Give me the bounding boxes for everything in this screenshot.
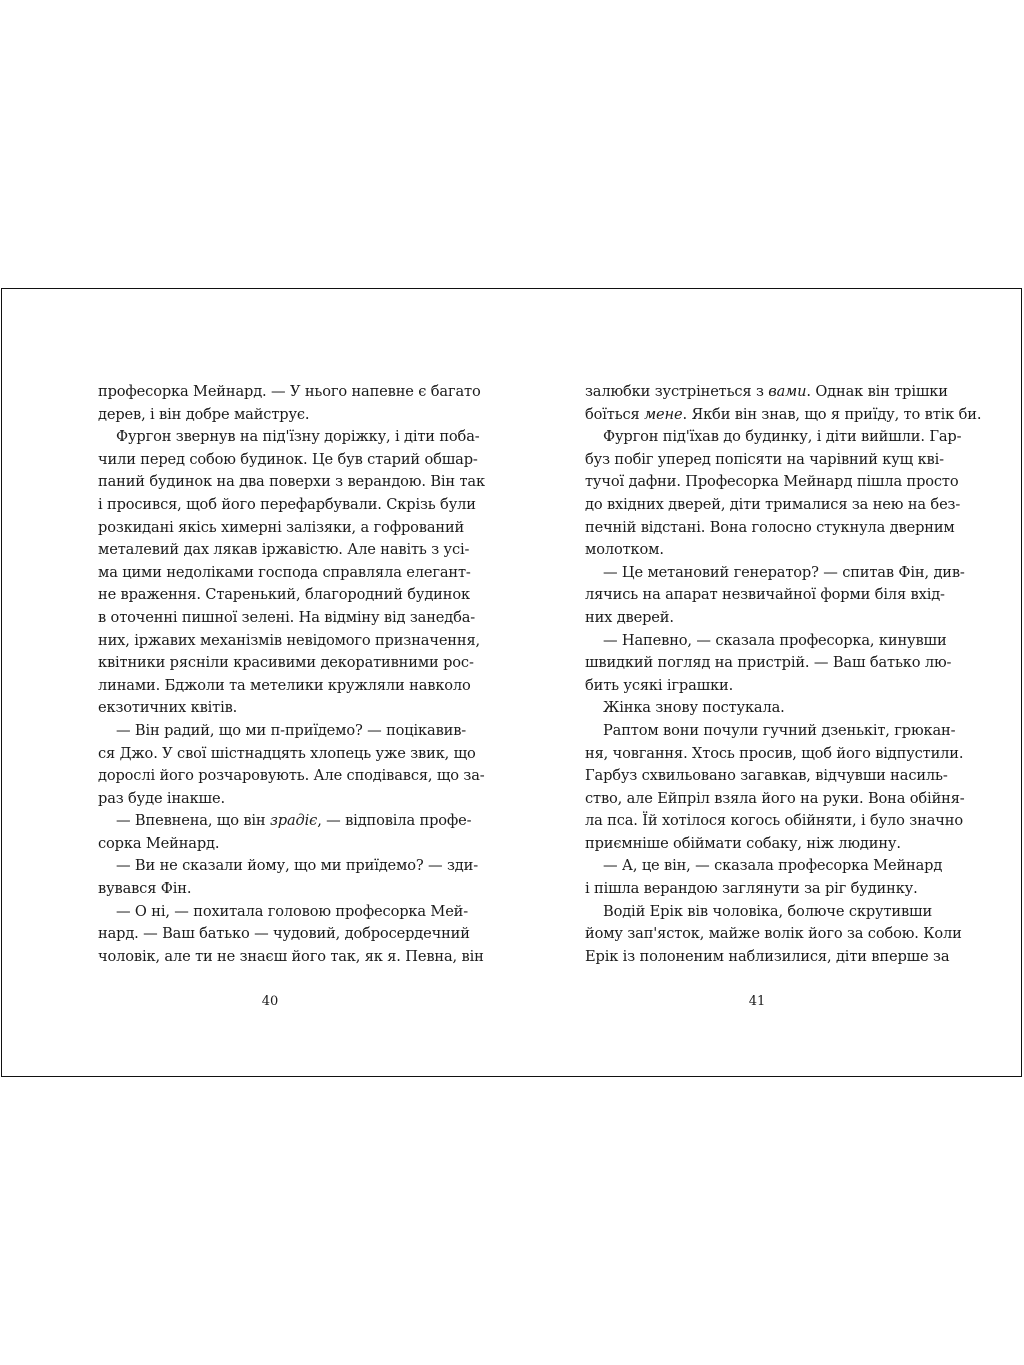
text-line: залюбки зустрінеться з вами. Однак він трішки bbox=[585, 383, 948, 400]
text-line: ня, човгання. Хтось просив, щоб його відпустили. bbox=[585, 744, 964, 762]
text-line: — Впевнена, що він зрадіє, — відповіла профе- bbox=[116, 812, 472, 830]
text-line: молотком. bbox=[585, 541, 664, 559]
text-line: Фургон звернув на під'їзну доріжку, і діти поба- bbox=[116, 428, 480, 446]
text-line: сорка Мейнард. bbox=[98, 834, 220, 852]
text-line: буз побіг уперед попісяти на чарівний кущ кві- bbox=[585, 450, 944, 468]
text-line: приємніше обіймати собаку, ніж людину. bbox=[585, 834, 901, 852]
text-line: ство, але Ейпріл взяла його на руки. Вона обійня- bbox=[585, 789, 965, 807]
right-page-text bbox=[585, 381, 982, 968]
text-line: лячись на апарат незвичайної форми біля вхід- bbox=[585, 586, 945, 604]
text-line: швидкий погляд на пристрій. — Ваш батько лю- bbox=[585, 654, 952, 672]
text-line: вувався Фін. bbox=[98, 880, 192, 898]
text-line: чоловік, але ти не знаєш його так, як я. Певна, він bbox=[98, 947, 484, 965]
text-line: дорослі його розчаровують. Але сподівався, що за- bbox=[98, 767, 485, 785]
text-line: паний будинок на два поверхи з верандою. Він так bbox=[98, 473, 485, 491]
text-line: Водій Ерік вів чоловіка, болюче скрутивши bbox=[603, 902, 933, 920]
text-line: Раптом вони почули гучний дзенькіт, грюкан- bbox=[603, 721, 956, 739]
book-spread bbox=[1, 288, 1022, 1077]
left-page-text bbox=[98, 381, 485, 968]
text-line: боїться мене. Якби він знав, що я приїду, то втік би. bbox=[585, 405, 982, 423]
text-line: Ерік із полоненим наблизилися, діти вперше за bbox=[585, 947, 950, 965]
text-line: — Це метановий генератор? — спитав Фін, див- bbox=[603, 563, 965, 581]
text-line: чили перед собою будинок. Це був старий обшар- bbox=[98, 450, 478, 468]
text-line: професорка Мейнард. — У нього напевне є багато bbox=[98, 383, 481, 400]
text-line: Фургон під'їхав до будинку, і діти вийшли. Гар- bbox=[603, 428, 962, 446]
text-line: не враження. Старенький, благородний будинок bbox=[98, 586, 470, 604]
text-line: — Ви не сказали йому, що ми приїдемо? — зди- bbox=[116, 857, 478, 875]
text-line: йому зап'ясток, майже волік його за собою. Коли bbox=[585, 925, 962, 943]
text-line: дерев, і він добре майструє. bbox=[98, 405, 310, 423]
text-line: і просився, щоб його перефарбували. Скрізь були bbox=[98, 495, 476, 513]
text-line: Жінка знову постукала. bbox=[603, 699, 785, 717]
right-page-number: 41 bbox=[748, 994, 766, 1009]
text-line: — Він радий, що ми п-приїдемо? — поцікавив- bbox=[116, 721, 467, 739]
text-line: — Напевно, — сказала професорка, кинувши bbox=[603, 631, 947, 649]
text-line: і пішла верандою заглянути за ріг будинку. bbox=[585, 880, 918, 898]
text-line: Гарбуз схвильовано загавкав, відчувши насиль- bbox=[585, 767, 948, 785]
text-line: ла пса. Їй хотілося когось обійняти, і було значно bbox=[585, 812, 963, 830]
text-line: раз буде інакше. bbox=[98, 789, 225, 807]
text-line: до вхідних дверей, діти трималися за нею на без- bbox=[585, 495, 961, 513]
text-line: розкидані якісь химерні залізяки, а гофрований bbox=[98, 518, 465, 536]
text-line: — А, це він, — сказала професорка Мейнард bbox=[603, 857, 943, 875]
text-line: них дверей. bbox=[585, 608, 674, 626]
text-line: линами. Бджоли та метелики кружляли навколо bbox=[98, 676, 471, 694]
text-line: печній відстані. Вона голосно стукнула дверним bbox=[585, 518, 955, 536]
text-line: нард. — Ваш батько — чудовий, добросердечний bbox=[98, 925, 470, 943]
text-line: ма цими недоліками господа справляла елегант- bbox=[98, 563, 471, 581]
text-line: тучої дафни. Професорка Мейнард пішла просто bbox=[585, 473, 959, 491]
left-page-number: 40 bbox=[261, 994, 279, 1009]
text-line: бить усякі іграшки. bbox=[585, 676, 734, 694]
text-line: ся Джо. У свої шістнадцять хлопець уже звик, що bbox=[98, 744, 476, 762]
text-line: в оточенні пишної зелені. На відміну від занедба- bbox=[98, 608, 476, 626]
text-line: металевий дах лякав іржавістю. Але навіть з усі- bbox=[98, 541, 470, 559]
text-line: квітники рясніли красивими декоративними рос- bbox=[98, 654, 474, 672]
text-line: них, іржавих механізмів невідомого призначення, bbox=[98, 631, 481, 649]
text-line: — О ні, — похитала головою професорка Мей- bbox=[116, 902, 469, 920]
text-line: екзотичних квітів. bbox=[98, 699, 238, 717]
